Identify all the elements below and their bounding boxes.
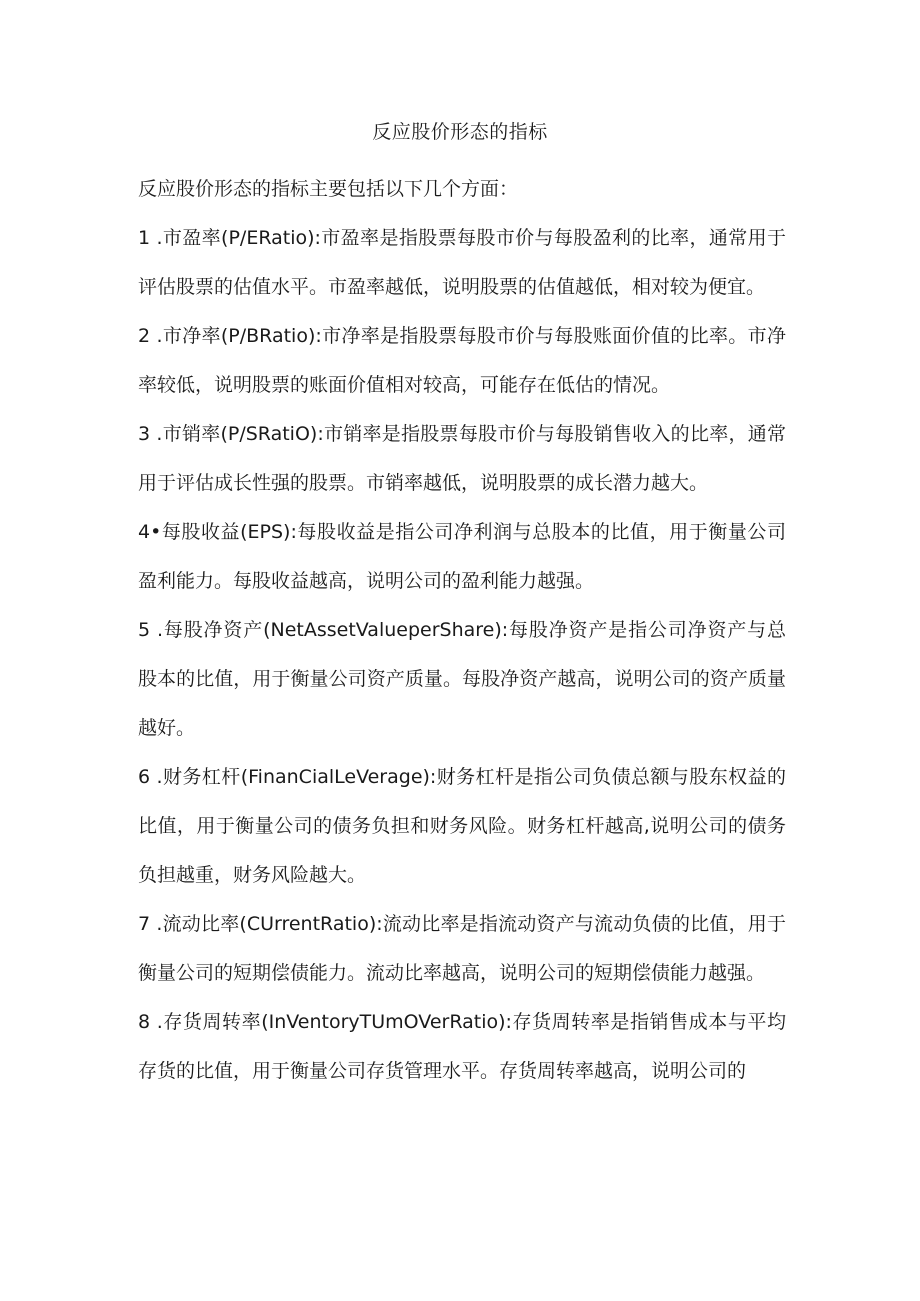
- list-item-financial-leverage: 6 .财务杠杆(FinanCialLeVerage):财务杠杆是指公司负债总额与股东权益的比值，用于衡量公司的债务负担和财务风险。财务杠杆越高,说明公司的债务负担越重，财务风险越大。: [138, 766, 786, 886]
- page-title: 反应股价形态的指标: [372, 121, 548, 143]
- list-item-inventory-turnover: 8 .存货周转率(InVentoryTUmOVerRatio):存货周转率是指销售成本与平均存货的比值，用于衡量公司存货管理水平。存货周转率越高，说明公司的: [138, 1011, 786, 1082]
- list-item-pe-ratio: 1 .市盈率(P/ERatio):市盈率是指股票每股市价与每股盈利的比率，通常用于评估股票的估值水平。市盈率越低，说明股票的估值越低，相对较为便宜。: [138, 227, 786, 298]
- list-item-eps: 4•每股收益(EPS):每股收益是指公司净利润与总股本的比值，用于衡量公司盈利能力。每股收益越高，说明公司的盈利能力越强。: [138, 521, 786, 592]
- list-item-pb-ratio: 2 .市净率(P/BRatio):市净率是指股票每股市价与每股账面价值的比率。市净率较低，说明股票的账面价值相对较高，可能存在低估的情况。: [138, 325, 786, 396]
- list-item-ps-ratio: 3 .市销率(P/SRatiO):市销率是指股票每股市价与每股销售收入的比率，通常用于评估成长性强的股票。市销率越低，说明股票的成长潜力越大。: [138, 423, 786, 494]
- list-item-current-ratio: 7 .流动比率(CUrrentRatio):流动比率是指流动资产与流动负债的比值，用于衡量公司的短期偿债能力。流动比率越高，说明公司的短期偿债能力越强。: [138, 913, 786, 984]
- list-item-net-asset-value: 5 .每股净资产(NetAssetValueperShare):每股净资产是指公司净资产与总股本的比值，用于衡量公司资产质量。每股净资产越高，说明公司的资产质量越好。: [138, 619, 786, 739]
- intro-paragraph: 反应股价形态的指标主要包括以下几个方面：: [138, 178, 519, 200]
- document-body: [138, 165, 786, 1096]
